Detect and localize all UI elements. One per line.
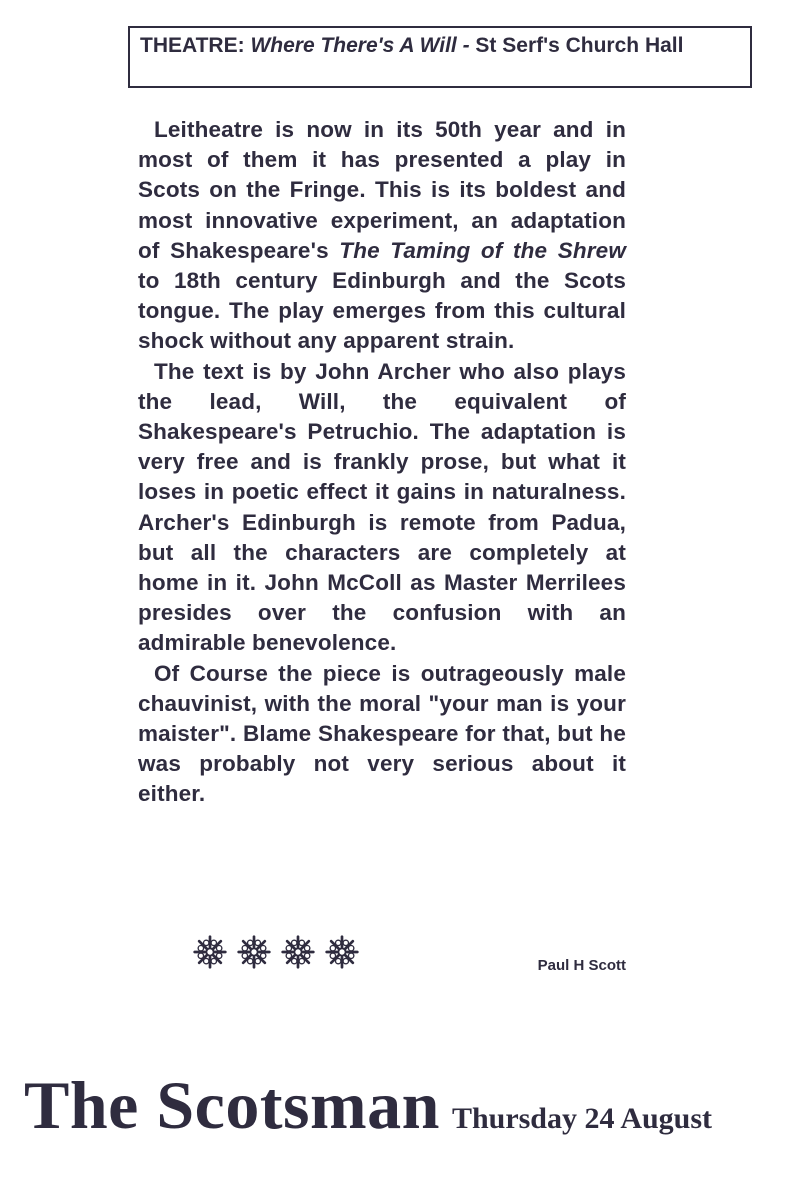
star-rating: [192, 934, 360, 970]
headline-box: [128, 26, 752, 88]
issue-date: Thursday 24 August: [451, 1102, 713, 1135]
review-article: [138, 115, 626, 810]
masthead: [24, 1066, 712, 1145]
star-icon: [280, 934, 316, 970]
byline: Paul H Scott: [537, 957, 626, 974]
play-title: Where There's A Will -: [250, 34, 470, 57]
star-icon: [192, 934, 228, 970]
paragraph-3: Of Course the piece is outrageously male chauvinist, with the moral "your man is your maister". Blame Shakespeare for that, but he was probably not very serious about it either.: [138, 660, 626, 807]
star-icon: [324, 934, 360, 970]
paragraph-2: The text is by John Archer who also plays the lead, Will, the equivalent of Shakespeare's Petruchio. The adaptation is very free and is frankly prose, but what it loses in poetic effect it gains in naturalness. Archer's Edinburgh is remote from Padua, but all the characters are completely at home in it. John McColl as Master Merrilees presides over the confusion with an admirable benevolence.: [138, 358, 626, 656]
venue: St Serf's Church Hall: [475, 34, 684, 57]
paragraph-1: Leitheatre is now in its 50th year and in most of them it has presented a play in Scots on the Fringe. This is its boldest and most innovative experiment, an adaptation of Shakespeare's The Taming of the Shrew to 18th century Edinburgh and the Scots tongue. The play emerges from this cultural shock without any apparent strain.: [138, 117, 627, 354]
work-title: The Taming of the Shrew: [339, 237, 627, 263]
newspaper-name: The Scotsman: [24, 1067, 440, 1143]
section-label: THEATRE:: [140, 34, 245, 57]
star-icon: [236, 934, 272, 970]
